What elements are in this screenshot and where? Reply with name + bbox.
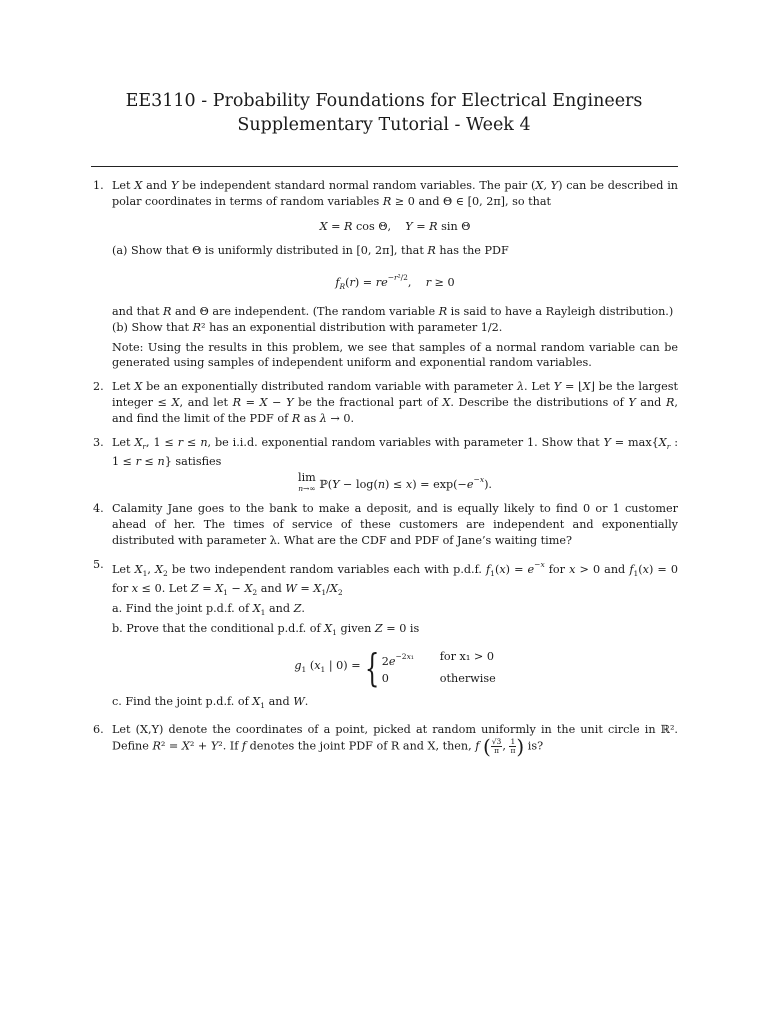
- page-subtitle: Supplementary Tutorial - Week 4: [237, 115, 531, 135]
- problem-1: [91, 178, 678, 371]
- problem-2-statement: Let X be an exponentially distributed random variable with parameter λ. Let Y = ⌊X⌋ be the largest integer ≤ X, and let R = X − Y be the fractional part of X. Describe the distributions of Y and R, and find the limit of the PDF of R as λ → 0.: [112, 380, 678, 425]
- rayleigh-pdf: $f_R(r) = re^{-r^2/2}$, r ≥ 0: [335, 273, 455, 292]
- problem-1-part-a: (a) Show that Θ is uniformly distributed in [0, 2π], that R has the PDF: [112, 244, 509, 258]
- problem-1-note: Note: Using the results in this problem, we see that samples of a normal random variable can be generated using samples of independent uniform and exponential random variables.: [112, 340, 678, 370]
- problem-4-statement: Calamity Jane goes to the bank to make a deposit, and is equally likely to find 0 or 1 customer ahead of her. The times of service of these customers are independent and exponentially distributed with parameter λ. What are the CDF and PDF of Jane’s waiting time?: [112, 502, 678, 547]
- problem-1-part-b: (b) Show that R² has an exponential distribution with parameter 1/2.: [112, 320, 503, 334]
- case-2-condition: otherwise: [439, 671, 496, 685]
- problem-2: [91, 379, 678, 426]
- problem-5-part-a: a. Find the joint p.d.f. of $X_1$ and Z.: [112, 602, 305, 618]
- conditional-pdf-cases: $g_1$ ($x_1$ | 0) = { $2e^{-2x_1}$ for x₁ > 0 0 otherwise: [294, 645, 496, 690]
- problem-3-equation: lim n→∞ ℙ(Y − $\log(n) \le x) = \exp(-e^{-x})$.: [298, 471, 492, 494]
- problem-3-statement: Let $X_r$, 1 ≤ r ≤ n, be i.i.d. exponential random variables with parameter 1. Show that $Y = \max\{X_r$ : 1 ≤ r ≤ n} satisfies: [112, 435, 678, 469]
- problem-1-statement: Let X and Y be independent standard normal random variables. The pair (X, Y) can be described in polar coordinates in terms of random variables R ≥ 0 and Θ ∈ [0, 2π], so that: [112, 179, 679, 208]
- problem-5-part-c: c. Find the joint p.d.f. of $X_1$ and W.: [112, 695, 309, 711]
- problem-5: [91, 557, 678, 715]
- problem-number: 5.: [93, 557, 104, 571]
- problem-list: [91, 178, 678, 763]
- case-1-condition: for x₁ > 0: [439, 649, 494, 663]
- problem-number: 2.: [93, 380, 104, 394]
- problem-3: [91, 435, 678, 494]
- problem-number: 1.: [93, 179, 104, 192]
- problem-5-statement: Let $X_1$, $X_2$ be two independent random variables each with p.d.f. $f_1(x) = e^{-x}$ for x > 0 and $f_1(x) = 0$ for x ≤ 0. Let $Z = X_1 - X_2$ and $W = X_1/X_2$: [112, 559, 678, 598]
- problem-number: 3.: [93, 435, 104, 449]
- problem-1-equation: X = R cos Θ, Y = R sin Θ: [319, 219, 471, 233]
- problem-number: 6.: [93, 723, 104, 737]
- header-divider: [91, 166, 678, 167]
- problem-number: 4.: [93, 502, 104, 516]
- problem-1-after-pdf: and that R and Θ are independent. (The random variable R is said to have a Rayleigh distribution.): [112, 304, 674, 318]
- problem-4: [91, 501, 678, 548]
- problem-6: [91, 722, 678, 759]
- problem-5-part-b: b. Prove that the conditional p.d.f. of $X_1$ given Z = 0 is: [112, 621, 420, 637]
- problem-6-statement: Let (X,Y) denote the coordinates of a point, picked at random uniformly in the unit circle in ℝ². Define R² = X² + Y². If f denotes the joint PDF of R and X, then, f ( $\frac{√3}{\pi}$ , $\frac{1}{\pi}$ ) is?: [112, 723, 678, 759]
- page-title: EE3110 - Probability Foundations for Electrical Engineers: [125, 91, 643, 111]
- case-2-value: 0: [381, 671, 389, 685]
